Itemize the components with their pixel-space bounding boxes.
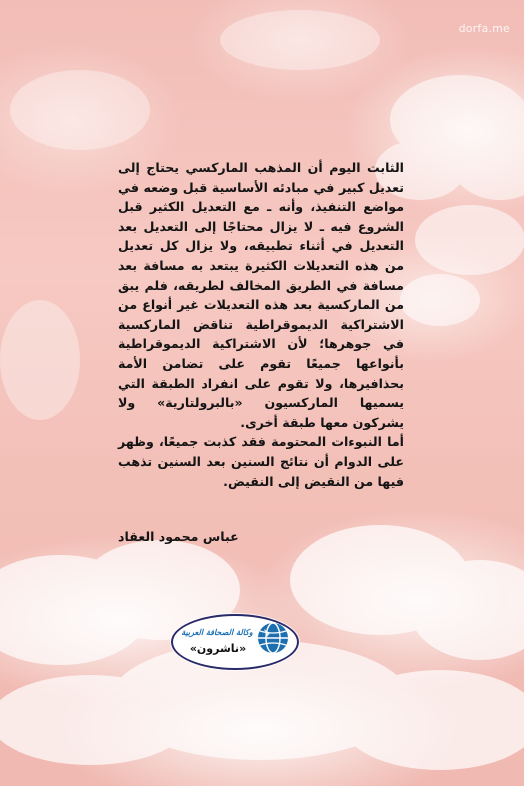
paragraph-2: أما النبوءات المحتومة فقد كذبت جميعًا، وظهر على الدوام أن نتائج السنين بعد السنين تذهب فيها من النقيض إلى النقيض.: [118, 434, 404, 489]
author-signature: عباس محمود العقاد: [118, 529, 239, 544]
publisher-name: وكالة الصحافة العربية: [181, 628, 253, 637]
globe-icon: [256, 621, 290, 655]
paragraph-1: الثابت اليوم أن المذهب الماركسي يحتاج إلى تعديل كبير في مبادئه الأساسية قبل وضعه في مواضع التنفيذ، وأنه ـ مع التعديل الكثير قبل الشروع فيه ـ لا يزال محتاجًا إلى التعديل بعد التعديل في أثناء تطبيقه، ولا يزال كل تعديل من هذه التعديلات الكثيرة يبتعد به مسافة بعد مسافة في الطريق المخالف لطريقه، فلم يبق من الماركسية بعد هذه التعديلات غير أنواع من الاشتراكية الديموقراطية تناقض الماركسية في جوهرها؛ لأن الاشتراكية الديموقراطية بأنواعها جميعًا تقوم على تضامن الأمة بحذافيرها، ولا تقوم على انفراد الطبقة التي يسميها الماركسيون «بالبرولتارية» ولا يشركون معها طبقة أخرى.: [118, 160, 404, 430]
body-text: [118, 158, 404, 491]
watermark: dorfa.me: [458, 22, 510, 35]
publisher-subtitle: «ناشرون»: [189, 642, 247, 655]
